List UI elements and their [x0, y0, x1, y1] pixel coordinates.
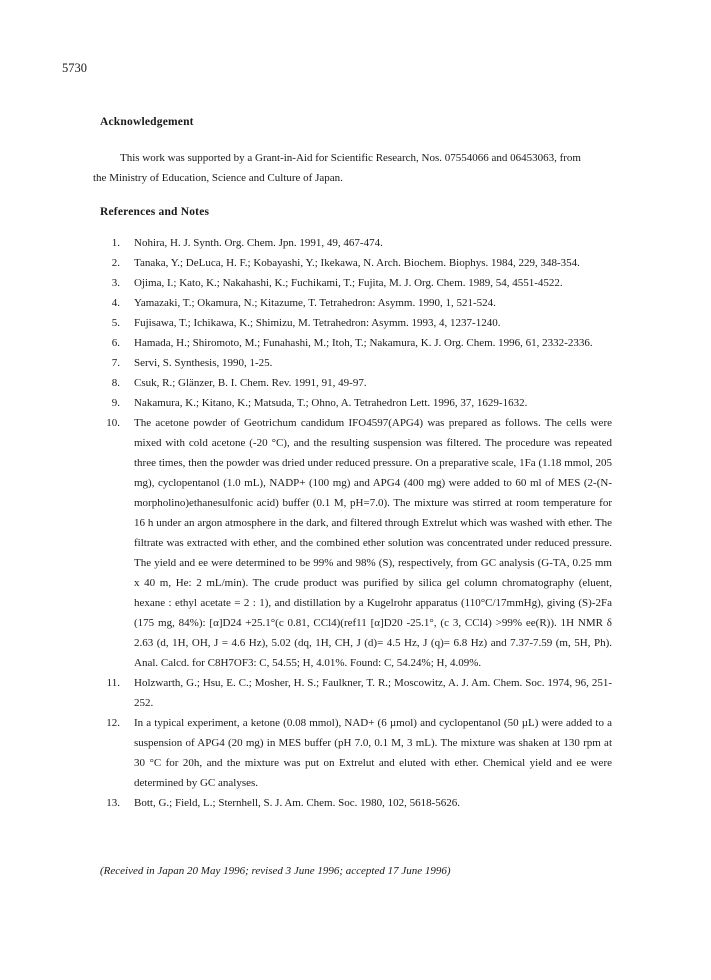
reference-text: Tanaka, Y.; DeLuca, H. F.; Kobayashi, Y.; Ikekawa, N. Arch. Biochem. Biophys. 1984, 229, 348-354.: [134, 257, 580, 269]
reference-text: Hamada, H.; Shiromoto, M.; Funahashi, M.; Itoh, T.; Nakamura, K. J. Org. Chem. 1996, 61, 2332-2336.: [134, 337, 593, 349]
reference-number: 7.: [111, 357, 120, 369]
reference-text: Yamazaki, T.; Okamura, N.; Kitazume, T. Tetrahedron: Asymm. 1990, 1, 521-524.: [134, 297, 496, 309]
reference-text: Nakamura, K.; Kitano, K.; Matsuda, T.; Ohno, A. Tetrahedron Lett. 1996, 37, 1629-1632.: [134, 397, 528, 409]
reference-text: Nohira, H. J. Synth. Org. Chem. Jpn. 1991, 49, 467-474.: [134, 237, 383, 249]
reference-item: [100, 353, 612, 373]
reference-text: Servi, S. Synthesis, 1990, 1-25.: [134, 357, 273, 369]
reference-number: 4.: [111, 297, 120, 309]
reference-number: 2.: [111, 257, 120, 269]
reference-number: 11.: [106, 677, 120, 689]
reference-number: 9.: [111, 397, 120, 409]
reference-item: [100, 333, 612, 353]
reference-number: 6.: [111, 337, 120, 349]
reference-text: Holzwarth, G.; Hsu, E. C.; Mosher, H. S.; Faulkner, T. R.; Moscowitz, A. J. Am. Chem. Soc. 1974, 96, 251-252.: [134, 677, 612, 709]
page-number: 5730: [62, 61, 87, 75]
acknowledgement-heading: Acknowledgement: [100, 116, 194, 128]
reference-number: 8.: [111, 377, 120, 389]
reference-number: 12.: [106, 717, 120, 729]
reference-item: [100, 393, 612, 413]
reference-text: Fujisawa, T.; Ichikawa, K.; Shimizu, M. Tetrahedron: Asymm. 1993, 4, 1237-1240.: [134, 317, 501, 329]
reference-text: In a typical experiment, a ketone (0.08 mmol), NAD+ (6 µmol) and cyclopentanol (50 µL) were added to a suspension of APG4 (20 mg) in MES buffer (pH 7.0, 0.1 M, 3 mL). The mixture was shaken at 130 rpm at 30 °C for 20h, and the mixture was put on Extrelut and eluted with ether. Chemical yield and ee were determined by GC analyses.: [134, 717, 612, 789]
acknowledgement-line: the Ministry of Education, Science and Culture of Japan.: [93, 172, 343, 184]
received-dates: (Received in Japan 20 May 1996; revised 3 June 1996; accepted 17 June 1996): [100, 865, 451, 877]
reference-item: [100, 273, 612, 293]
reference-number: 3.: [111, 277, 120, 289]
reference-item: [100, 313, 612, 333]
reference-number: 13.: [106, 797, 120, 809]
reference-item: [100, 293, 612, 313]
reference-number: 1.: [111, 237, 120, 249]
reference-number: 5.: [111, 317, 120, 329]
reference-text: Csuk, R.; Glänzer, B. I. Chem. Rev. 1991, 91, 49-97.: [134, 377, 367, 389]
reference-text: Ojima, I.; Kato, K.; Nakahashi, K.; Fuchikami, T.; Fujita, M. J. Org. Chem. 1989, 54, 4551-4522.: [134, 277, 563, 289]
reference-item: [100, 373, 612, 393]
reference-item: [100, 713, 612, 793]
reference-item: [100, 673, 612, 713]
references-list: [100, 233, 612, 813]
reference-text: Bott, G.; Field, L.; Sternhell, S. J. Am. Chem. Soc. 1980, 102, 5618-5626.: [134, 797, 461, 809]
reference-text: The acetone powder of Geotrichum candidum IFO4597(APG4) was prepared as follows. The cells were mixed with cold acetone (-20 °C), and the resulting suspension was filtered. The procedure was repeated three times, then the powder was dried under reduced pressure. On a preparative scale, 1Fa (1.18 mmol, 205 mg), cyclopentanol (1.0 mL), NADP+ (100 mg) and APG4 (400 mg) were added to 60 ml of MES (2-(N-morpholino)ethanesulfonic acid) buffer (0.1 M, pH=7.0). The mixture was stirred at room temperature for 16 h under an argon atmosphere in the dark, and filtered through Extrelut which was washed with ether. The filtrate was extracted with ether, and the combined ether solution was concentrated under reduced pressure. The yield and ee were determined to be 99% and 98% (S), respectively, from GC analysis (G-TA, 0.25 mm x 40 m, He: 2 mL/min). The crude product was purified by silica gel column chromatography (eluent, hexane : ethyl acetate = 2 : 1), and distillation by a Kugelrohr apparatus (110°C/17mmHg), giving (S)-2Fa (175 mg, 84%): [α]D24 +25.1°(c 0.81, CCl4)(ref11 [α]D20 -25.1°, (c 3, CCl4) >99% ee(R)). 1H NMR δ 2.63 (d, 1H, OH, J = 4.6 Hz), 5.02 (dq, 1H, CH, J (d)= 4.5 Hz, J (q)= 6.8 Hz) and 7.37-7.59 (m, 5H, Ph). Anal. Calcd. for C8H7OF3: C, 54.55; H, 4.01%. Found: C, 54.24%; H, 4.09%.: [134, 417, 612, 669]
reference-item: [100, 413, 612, 673]
references-heading: References and Notes: [100, 206, 210, 218]
reference-item: [100, 253, 612, 273]
reference-item: [100, 233, 612, 253]
acknowledgement-line: This work was supported by a Grant-in-Aid for Scientific Research, Nos. 07554066 and 06453063, from: [120, 152, 581, 164]
reference-item: [100, 793, 612, 813]
reference-number: 10.: [106, 417, 120, 429]
